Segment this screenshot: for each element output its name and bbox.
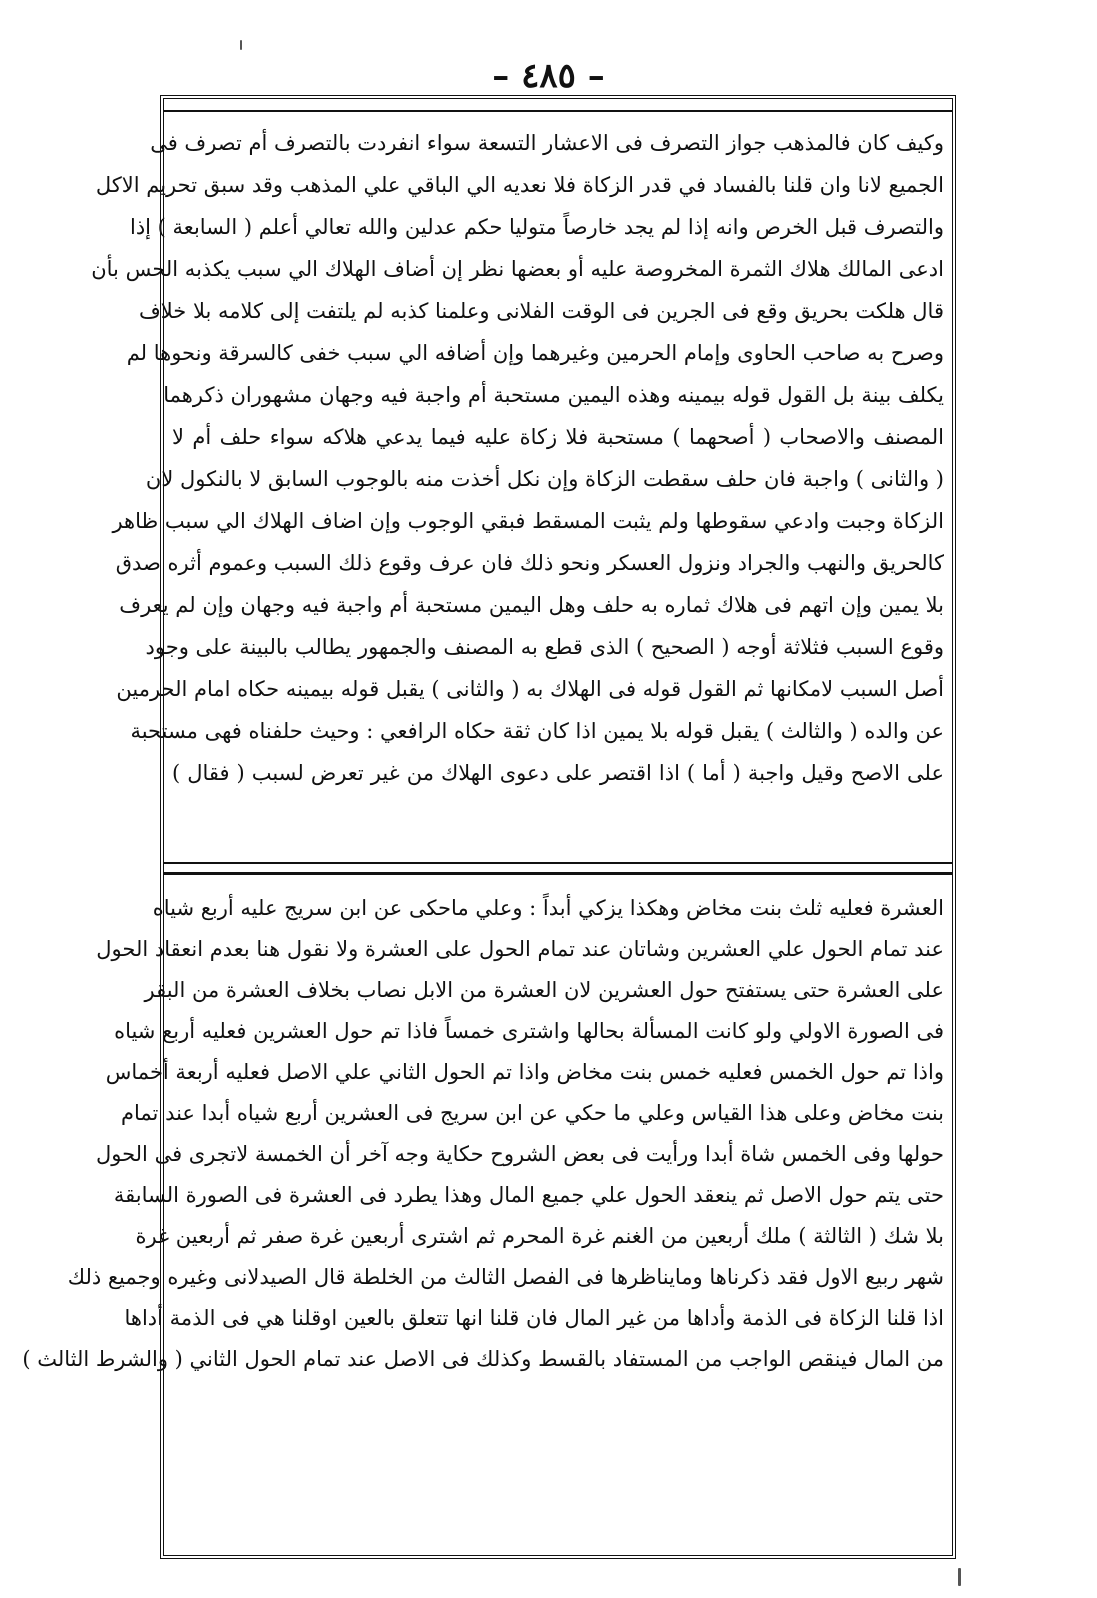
footnote-text-line: عند تمام الحول علي العشرين وشاتان عند تمام الحول على العشرة ولا نقول هنا بعدم انعقاد الحول (96, 937, 944, 961)
footnote-text-line: حتى يتم حول الاصل ثم ينعقد الحول علي جميع المال وهذا يطرد فى العشرة فى الصورة السابقة (113, 1183, 944, 1207)
main-text-line: أصل السبب لامكانها ثم القول قوله فى الهلاك به ( والثانى ) يقبل قوله بيمينه حكاه امام الحرمين (116, 677, 944, 701)
main-text-line: كالحريق والنهب والجراد ونزول العسكر ونحو ذلك فان عرف وقوع ذلك السبب وعموم أثره صدق (115, 551, 944, 575)
main-text-line: المصنف والاصحاب ( أصحهما ) مستحبة فلا زكاة عليه فيما يدعي هلاكه سواء حلف أم لا (172, 425, 944, 449)
page-number: – ٤٨٥ – (492, 56, 605, 96)
footnote-text-line: شهر ربيع الاول فقد ذكرناها ومايناظرها فى الفصل الثالث من الخلطة قال الصيدلانى وغيره وجميع ذلك (67, 1265, 944, 1289)
main-text-line: الجميع لانا وان قلنا بالفساد في قدر الزكاة فلا نعديه الي الباقي علي المذهب وقد سبق تحريم الاكل (95, 173, 944, 197)
footnote-text-line: على العشرة حتى يستفتح حول العشرين لان العشرة من الابل نصاب بخلاف العشرة من البقر (144, 978, 944, 1002)
main-text-line: وصرح به صاحب الحاوى وإمام الحرمين وغيرهما وإن أضافه الي سبب خفى كالسرقة ونحوها لم (126, 341, 944, 365)
main-text-line: عن والده ( والثالث ) يقبل قوله بلا يمين اذا كان ثقة حكاه الرافعي : وحيث حلفناه فهى مستحبة (130, 719, 944, 743)
main-text-line: وقوع السبب فثلاثة أوجه ( الصحيح ) الذى قطع به المصنف والجمهور يطالب بالبينة على وجود (145, 635, 944, 659)
footnote-text-line: بنت مخاض وعلى هذا القياس وعلي ما حكي عن ابن سريج فى العشرين أربع شياه أبدا عند تمام (121, 1101, 944, 1125)
scan-speck (958, 1568, 961, 1586)
footnote-text-block (22, 888, 944, 1380)
main-text-block (91, 122, 944, 794)
footnote-text-line: من المال فينقص الواجب من المستفاد بالقسط وكذلك فى الاصل عند تمام الحول الثاني ( والشرط الثالث ) (22, 1347, 944, 1371)
main-text-line: يكلف بينة بل القول قوله بيمينه وهذه اليمين مستحبة أم واجبة فيه وجهان مشهوران ذكرهما (163, 383, 944, 407)
frame-top-rule (164, 110, 952, 112)
main-text-line: وكيف كان فالمذهب جواز التصرف فى الاعشار التسعة سواء انفردت بالتصرف أم تصرف فى (150, 131, 944, 155)
main-text-line: ( والثانى ) واجبة فان حلف سقطت الزكاة وإن نكل أخذت منه بالوجوب السابق لا بالنكول لان (145, 467, 944, 491)
scan-speck (240, 40, 242, 50)
footnote-text-line: العشرة فعليه ثلث بنت مخاض وهكذا يزكي أبداً : وعلي ماحكى عن ابن سريج عليه أربع شياه (152, 896, 944, 920)
footnote-text-line: حولها وفى الخمس شاة أبدا ورأيت فى بعض الشروح حكاية وجه آخر أن الخمسة لاتجرى فى الحول (96, 1142, 944, 1166)
footnote-text-line: واذا تم حول الخمس فعليه خمس بنت مخاض واذا تم الحول الثاني علي الاصل فعليه أربعة أخماس (105, 1060, 944, 1084)
footnote-text-line: فى الصورة الاولي ولو كانت المسألة بحالها واشترى خمساً فاذا تم حول العشرين فعليه أربع شياه (114, 1019, 944, 1043)
footnote-text-line: اذا قلنا الزكاة فى الذمة وأداها من غير المال فان قلنا انها تتعلق بالعين اوقلنا هي فى الذمة أداها (124, 1306, 944, 1330)
main-text-line: قال هلكت بحريق وقع فى الجرين فى الوقت الفلانى وعلمنا كذبه لم يلتفت إلى كلامه بلا خلاف (138, 299, 944, 323)
main-text-line: والتصرف قبل الخرص وانه إذا لم يجد خارصاً متوليا حكم عدلين والله تعالي أعلم ( السابعة ) إذا (129, 215, 944, 239)
section-divider (164, 872, 952, 875)
main-text-line: ادعى المالك هلاك الثمرة المخروصة عليه أو بعضها نظر إن أضاف الهلاك الي سبب يكذبه الحس بأن (91, 257, 944, 281)
footnote-text-line: بلا شك ( الثالثة ) ملك أربعين من الغنم غرة المحرم ثم اشترى أربعين غرة صفر ثم أربعين غرة (135, 1224, 944, 1248)
main-text-line: الزكاة وجبت وادعي سقوطها ولم يثبت المسقط فبقي الوجوب وإن اضاف الهلاك الي سبب ظاهر (112, 509, 944, 533)
main-text-line: بلا يمين وإن اتهم فى هلاك ثماره به حلف وهل اليمين مستحبة أم واجبة فيه وجهان وإن لم يعرف (119, 593, 944, 617)
main-text-line: على الاصح وقيل واجبة ( أما ) اذا اقتصر على دعوى الهلاك من غير تعرض لسبب ( فقال ) (172, 761, 944, 785)
section-divider (164, 862, 952, 864)
